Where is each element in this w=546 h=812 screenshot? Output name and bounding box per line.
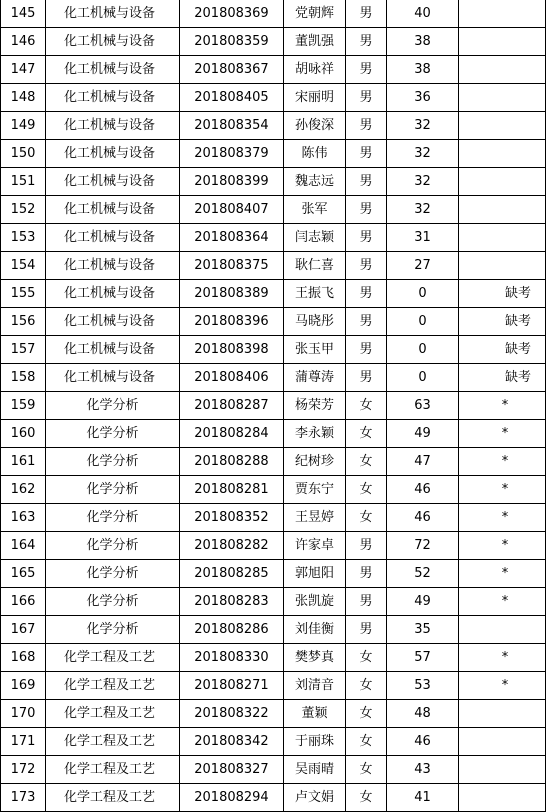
major-cell: 化学工程及工艺	[46, 644, 180, 672]
note-cell	[459, 756, 546, 784]
table-row	[1, 588, 546, 616]
student-id-cell: 201808294	[180, 784, 284, 812]
student-name-cell: 李永颖	[284, 420, 346, 448]
row-number-cell: 145	[1, 0, 46, 28]
table-row	[1, 560, 546, 588]
note-cell: *	[459, 644, 546, 672]
note-cell	[459, 0, 546, 28]
table-row	[1, 364, 546, 392]
student-name-cell: 王昱婷	[284, 504, 346, 532]
table-row	[1, 28, 546, 56]
table-row	[1, 672, 546, 700]
note-cell: *	[459, 532, 546, 560]
gender-cell: 男	[346, 196, 387, 224]
student-id-cell: 201808287	[180, 392, 284, 420]
row-number-cell: 146	[1, 28, 46, 56]
score-cell: 63	[387, 392, 459, 420]
major-cell: 化工机械与设备	[46, 280, 180, 308]
student-id-cell: 201808398	[180, 336, 284, 364]
row-number-cell: 154	[1, 252, 46, 280]
row-number-cell: 160	[1, 420, 46, 448]
score-cell: 32	[387, 112, 459, 140]
note-cell: 缺考	[459, 336, 546, 364]
student-name-cell: 董凯强	[284, 28, 346, 56]
major-cell: 化学分析	[46, 504, 180, 532]
student-name-cell: 马晓彤	[284, 308, 346, 336]
gender-cell: 男	[346, 168, 387, 196]
student-name-cell: 吴雨晴	[284, 756, 346, 784]
table-row	[1, 84, 546, 112]
score-cell: 0	[387, 280, 459, 308]
major-cell: 化工机械与设备	[46, 84, 180, 112]
note-cell: *	[459, 672, 546, 700]
major-cell: 化学分析	[46, 392, 180, 420]
score-cell: 48	[387, 700, 459, 728]
major-cell: 化学工程及工艺	[46, 784, 180, 812]
note-cell	[459, 168, 546, 196]
student-name-cell: 王振飞	[284, 280, 346, 308]
student-id-cell: 201808354	[180, 112, 284, 140]
major-cell: 化工机械与设备	[46, 112, 180, 140]
note-cell	[459, 112, 546, 140]
student-id-cell: 201808399	[180, 168, 284, 196]
gender-cell: 男	[346, 308, 387, 336]
row-number-cell: 159	[1, 392, 46, 420]
score-cell: 35	[387, 616, 459, 644]
student-name-cell: 胡咏祥	[284, 56, 346, 84]
major-cell: 化学分析	[46, 476, 180, 504]
student-id-cell: 201808375	[180, 252, 284, 280]
student-name-cell: 郭旭阳	[284, 560, 346, 588]
table-row	[1, 728, 546, 756]
table-row	[1, 616, 546, 644]
note-cell	[459, 84, 546, 112]
gender-cell: 男	[346, 560, 387, 588]
major-cell: 化工机械与设备	[46, 196, 180, 224]
student-id-cell: 201808284	[180, 420, 284, 448]
gender-cell: 男	[346, 28, 387, 56]
score-cell: 31	[387, 224, 459, 252]
major-cell: 化学分析	[46, 420, 180, 448]
row-number-cell: 149	[1, 112, 46, 140]
major-cell: 化工机械与设备	[46, 140, 180, 168]
table-row	[1, 784, 546, 812]
row-number-cell: 165	[1, 560, 46, 588]
note-cell: *	[459, 420, 546, 448]
gender-cell: 男	[346, 588, 387, 616]
student-id-cell: 201808367	[180, 56, 284, 84]
score-cell: 40	[387, 0, 459, 28]
student-id-cell: 201808286	[180, 616, 284, 644]
student-name-cell: 刘佳衡	[284, 616, 346, 644]
table-row	[1, 336, 546, 364]
student-name-cell: 卢文娟	[284, 784, 346, 812]
row-number-cell: 167	[1, 616, 46, 644]
student-name-cell: 贾东宁	[284, 476, 346, 504]
student-id-cell: 201808364	[180, 224, 284, 252]
gender-cell: 男	[346, 252, 387, 280]
note-cell	[459, 28, 546, 56]
student-name-cell: 党朝辉	[284, 0, 346, 28]
major-cell: 化学分析	[46, 560, 180, 588]
table-row	[1, 504, 546, 532]
score-cell: 0	[387, 336, 459, 364]
score-cell: 0	[387, 308, 459, 336]
student-id-cell: 201808389	[180, 280, 284, 308]
major-cell: 化工机械与设备	[46, 308, 180, 336]
row-number-cell: 173	[1, 784, 46, 812]
student-id-cell: 201808405	[180, 84, 284, 112]
gender-cell: 男	[346, 140, 387, 168]
gender-cell: 男	[346, 616, 387, 644]
score-cell: 49	[387, 420, 459, 448]
score-cell: 43	[387, 756, 459, 784]
table-row	[1, 420, 546, 448]
gender-cell: 女	[346, 728, 387, 756]
row-number-cell: 169	[1, 672, 46, 700]
score-table-body	[1, 0, 546, 812]
gender-cell: 女	[346, 756, 387, 784]
student-id-cell: 201808379	[180, 140, 284, 168]
row-number-cell: 153	[1, 224, 46, 252]
score-cell: 32	[387, 140, 459, 168]
major-cell: 化工机械与设备	[46, 224, 180, 252]
score-cell: 38	[387, 28, 459, 56]
score-cell: 46	[387, 476, 459, 504]
table-row	[1, 140, 546, 168]
student-id-cell: 201808406	[180, 364, 284, 392]
table-row	[1, 252, 546, 280]
table-row	[1, 532, 546, 560]
row-number-cell: 166	[1, 588, 46, 616]
student-id-cell: 201808322	[180, 700, 284, 728]
gender-cell: 女	[346, 784, 387, 812]
gender-cell: 女	[346, 644, 387, 672]
major-cell: 化工机械与设备	[46, 168, 180, 196]
student-id-cell: 201808342	[180, 728, 284, 756]
row-number-cell: 158	[1, 364, 46, 392]
major-cell: 化学工程及工艺	[46, 756, 180, 784]
major-cell: 化工机械与设备	[46, 336, 180, 364]
student-name-cell: 杨荣芳	[284, 392, 346, 420]
score-cell: 32	[387, 168, 459, 196]
score-cell: 72	[387, 532, 459, 560]
student-name-cell: 蒲尊涛	[284, 364, 346, 392]
table-row	[1, 308, 546, 336]
student-name-cell: 刘清音	[284, 672, 346, 700]
score-cell: 57	[387, 644, 459, 672]
student-id-cell: 201808359	[180, 28, 284, 56]
note-cell	[459, 224, 546, 252]
note-cell: 缺考	[459, 280, 546, 308]
note-cell: *	[459, 392, 546, 420]
table-row	[1, 392, 546, 420]
note-cell: *	[459, 588, 546, 616]
major-cell: 化工机械与设备	[46, 252, 180, 280]
student-name-cell: 孙俊深	[284, 112, 346, 140]
row-number-cell: 156	[1, 308, 46, 336]
row-number-cell: 147	[1, 56, 46, 84]
student-id-cell: 201808327	[180, 756, 284, 784]
major-cell: 化工机械与设备	[46, 28, 180, 56]
table-row	[1, 644, 546, 672]
table-row	[1, 476, 546, 504]
score-cell: 27	[387, 252, 459, 280]
note-cell	[459, 728, 546, 756]
student-id-cell: 201808369	[180, 0, 284, 28]
table-row	[1, 196, 546, 224]
student-id-cell: 201808407	[180, 196, 284, 224]
score-cell: 52	[387, 560, 459, 588]
score-cell: 0	[387, 364, 459, 392]
note-cell: 缺考	[459, 364, 546, 392]
row-number-cell: 161	[1, 448, 46, 476]
row-number-cell: 162	[1, 476, 46, 504]
student-name-cell: 于丽珠	[284, 728, 346, 756]
major-cell: 化学分析	[46, 616, 180, 644]
gender-cell: 女	[346, 476, 387, 504]
student-id-cell: 201808396	[180, 308, 284, 336]
student-id-cell: 201808282	[180, 532, 284, 560]
row-number-cell: 155	[1, 280, 46, 308]
student-id-cell: 201808281	[180, 476, 284, 504]
gender-cell: 女	[346, 504, 387, 532]
row-number-cell: 157	[1, 336, 46, 364]
note-cell: *	[459, 476, 546, 504]
note-cell: 缺考	[459, 308, 546, 336]
row-number-cell: 170	[1, 700, 46, 728]
student-id-cell: 201808352	[180, 504, 284, 532]
major-cell: 化工机械与设备	[46, 0, 180, 28]
gender-cell: 女	[346, 672, 387, 700]
student-name-cell: 许家卓	[284, 532, 346, 560]
student-name-cell: 张军	[284, 196, 346, 224]
table-row	[1, 448, 546, 476]
table-row	[1, 700, 546, 728]
student-name-cell: 樊梦真	[284, 644, 346, 672]
student-name-cell: 魏志远	[284, 168, 346, 196]
student-id-cell: 201808283	[180, 588, 284, 616]
major-cell: 化学工程及工艺	[46, 700, 180, 728]
row-number-cell: 168	[1, 644, 46, 672]
score-cell: 36	[387, 84, 459, 112]
gender-cell: 男	[346, 112, 387, 140]
note-cell	[459, 252, 546, 280]
row-number-cell: 163	[1, 504, 46, 532]
table-row	[1, 0, 546, 28]
student-id-cell: 201808285	[180, 560, 284, 588]
score-cell: 46	[387, 504, 459, 532]
score-cell: 49	[387, 588, 459, 616]
major-cell: 化学工程及工艺	[46, 672, 180, 700]
score-cell: 46	[387, 728, 459, 756]
gender-cell: 男	[346, 532, 387, 560]
note-cell	[459, 56, 546, 84]
table-row	[1, 112, 546, 140]
major-cell: 化学分析	[46, 448, 180, 476]
table-row	[1, 280, 546, 308]
gender-cell: 女	[346, 700, 387, 728]
gender-cell: 男	[346, 336, 387, 364]
score-cell: 38	[387, 56, 459, 84]
table-row	[1, 756, 546, 784]
note-cell	[459, 700, 546, 728]
student-name-cell: 纪树珍	[284, 448, 346, 476]
gender-cell: 女	[346, 420, 387, 448]
note-cell	[459, 616, 546, 644]
note-cell	[459, 140, 546, 168]
table-row	[1, 56, 546, 84]
student-name-cell: 耿仁喜	[284, 252, 346, 280]
student-name-cell: 张玉甲	[284, 336, 346, 364]
note-cell: *	[459, 560, 546, 588]
gender-cell: 男	[346, 84, 387, 112]
major-cell: 化学工程及工艺	[46, 728, 180, 756]
score-cell: 53	[387, 672, 459, 700]
table-row	[1, 224, 546, 252]
note-cell: *	[459, 504, 546, 532]
note-cell: *	[459, 448, 546, 476]
student-name-cell: 闫志颖	[284, 224, 346, 252]
row-number-cell: 151	[1, 168, 46, 196]
student-id-cell: 201808330	[180, 644, 284, 672]
row-number-cell: 152	[1, 196, 46, 224]
major-cell: 化学分析	[46, 532, 180, 560]
major-cell: 化学分析	[46, 588, 180, 616]
gender-cell: 男	[346, 364, 387, 392]
student-name-cell: 张凯旋	[284, 588, 346, 616]
note-cell	[459, 196, 546, 224]
row-number-cell: 150	[1, 140, 46, 168]
gender-cell: 男	[346, 0, 387, 28]
student-name-cell: 宋丽明	[284, 84, 346, 112]
row-number-cell: 164	[1, 532, 46, 560]
row-number-cell: 172	[1, 756, 46, 784]
table-row	[1, 168, 546, 196]
score-cell: 32	[387, 196, 459, 224]
gender-cell: 男	[346, 56, 387, 84]
student-id-cell: 201808271	[180, 672, 284, 700]
student-name-cell: 陈伟	[284, 140, 346, 168]
score-cell: 47	[387, 448, 459, 476]
major-cell: 化工机械与设备	[46, 364, 180, 392]
note-cell	[459, 784, 546, 812]
gender-cell: 女	[346, 392, 387, 420]
gender-cell: 男	[346, 280, 387, 308]
gender-cell: 女	[346, 448, 387, 476]
student-id-cell: 201808288	[180, 448, 284, 476]
row-number-cell: 148	[1, 84, 46, 112]
student-name-cell: 董颖	[284, 700, 346, 728]
gender-cell: 男	[346, 224, 387, 252]
row-number-cell: 171	[1, 728, 46, 756]
major-cell: 化工机械与设备	[46, 56, 180, 84]
score-cell: 41	[387, 784, 459, 812]
